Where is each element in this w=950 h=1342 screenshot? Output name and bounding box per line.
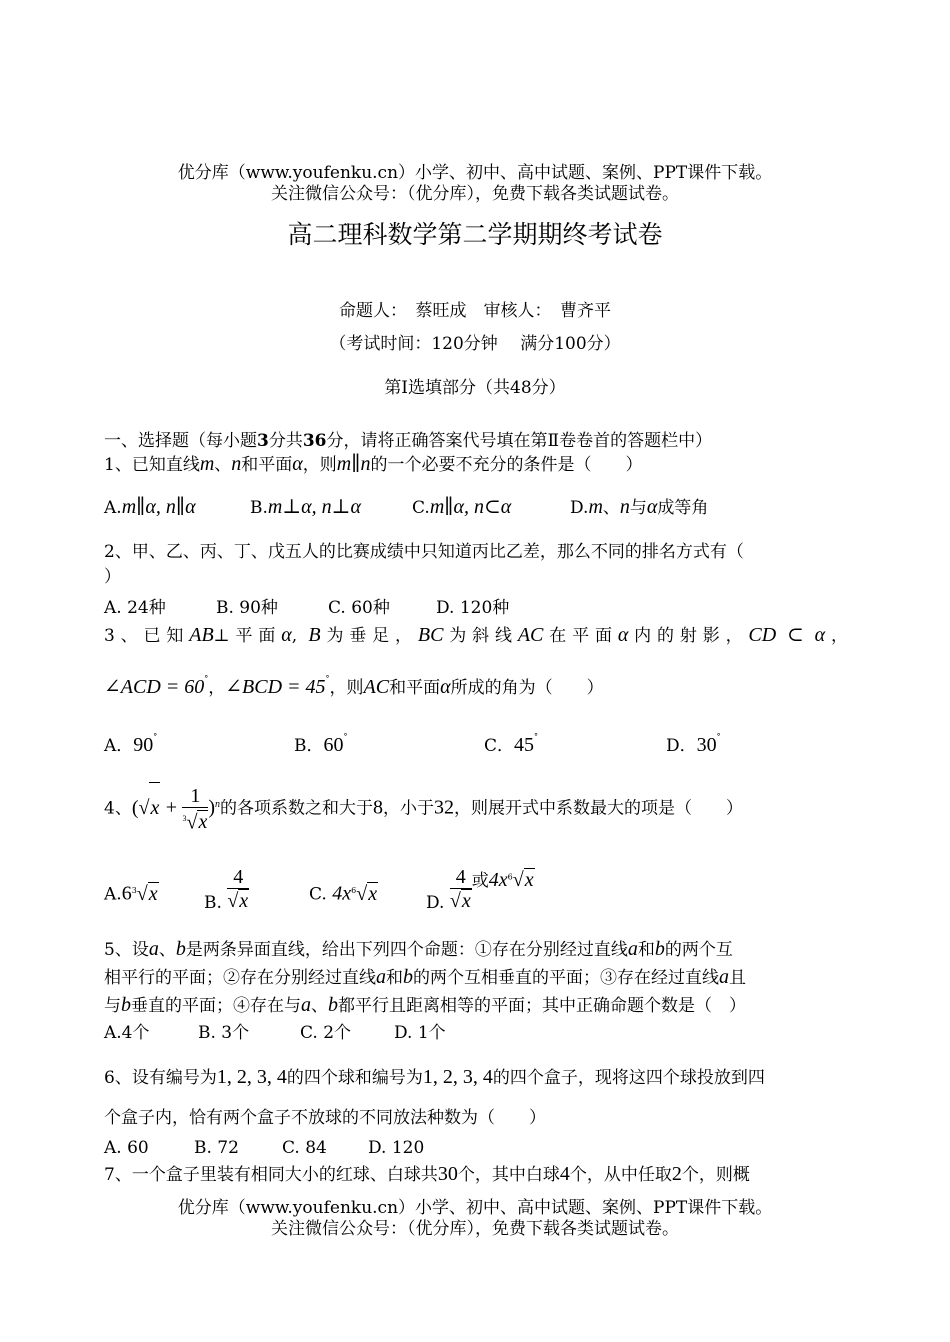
q5-option-b: B. 3个 bbox=[198, 1023, 250, 1043]
q4-option-a: $A.6^3√x$ bbox=[104, 882, 158, 905]
q3-option-b: B．60° bbox=[294, 732, 348, 756]
question-3-line-2: ∠ACD = 60°，∠BCD = 45°，则AC和平面α所成的角为（ ） bbox=[104, 674, 604, 698]
q5-option-c: C. 2个 bbox=[300, 1023, 352, 1043]
footer-line-2: 关注微信公众号：（优分库），免费下载各类试题试卷。 bbox=[271, 1219, 679, 1239]
q2-option-a: A. 24种 bbox=[104, 598, 166, 618]
section-heading: 一、选择题（每小题3分共36分，请将正确答案代号填在第Ⅱ卷卷首的答题栏中） bbox=[104, 431, 713, 451]
q3-option-c: C．45° bbox=[484, 732, 539, 756]
header-line-1: 优分库（www.youfenku.cn）小学、初中、高中试题、案例、PPT课件下载。 bbox=[177, 163, 773, 183]
q4-option-c: C. $4x^6√x$ bbox=[309, 882, 378, 905]
header-line-2: 关注微信公众号：（优分库），免费下载各类试题试卷。 bbox=[271, 184, 679, 204]
page-title: 高二理科数学第二学期期终考试卷 bbox=[287, 220, 663, 249]
q4-option-d: D. $\frac{4}{√x}$ 或$4x^6√x$ bbox=[426, 866, 534, 913]
question-7-line-1: 7、一个盒子里装有相同大小的红球、白球共30个，其中白球4个，从中任取2个，则概 bbox=[104, 1163, 750, 1185]
q6-option-a: A. 60 bbox=[104, 1138, 149, 1158]
question-5-line-3: 与b垂直的平面；④存在与a、b都平行且距离相等的平面；其中正确命题个数是（ ） bbox=[104, 994, 746, 1016]
q2-option-d: D. 120种 bbox=[436, 598, 510, 618]
q1-option-c: C.m∥α, n⊂α bbox=[412, 496, 512, 518]
q3-option-a: A．90° bbox=[104, 732, 158, 756]
q6-option-d: D. 120 bbox=[368, 1138, 425, 1158]
footer-line-1: 优分库（www.youfenku.cn）小学、初中、高中试题、案例、PPT课件下载。 bbox=[177, 1198, 773, 1218]
question-4: 4、(√x + $\frac{1}{^3√x}$ )$^n$的各项系数之和大于8，小于32，则展开式中系数最大的项是（ ） bbox=[104, 780, 743, 830]
q4-option-b: B. $\frac{4}{√x}$ bbox=[204, 866, 249, 913]
question-2-line-1: 2、甲、乙、丙、丁、戊五人的比赛成绩中只知道丙比乙差，那么不同的排名方式有（ bbox=[104, 542, 744, 562]
question-6-line-1: 6、设有编号为1, 2, 3, 4的四个球和编号为1, 2, 3, 4的四个盒子，现将这四个球投放到四 bbox=[104, 1066, 765, 1088]
question-3-line-1: 3、已知AB⊥平面α, B为垂足，BC为斜线AC在平面α内的射影，CD ⊂ α， bbox=[104, 624, 849, 646]
part-title: 第Ⅰ选填部分（共48分） bbox=[384, 378, 566, 398]
q6-option-c: C. 84 bbox=[282, 1138, 327, 1158]
q6-option-b: B. 72 bbox=[194, 1138, 239, 1158]
q1-option-b: B.m⊥α, n⊥α bbox=[250, 496, 361, 518]
question-6-line-2: 个盒子内，恰有两个盒子不放球的不同放法种数为（ ） bbox=[104, 1108, 546, 1128]
exam-info: （考试时间：120分钟 满分100分） bbox=[329, 334, 621, 354]
q5-option-a: A.4个 bbox=[104, 1023, 150, 1043]
q1-option-d: D.m、n与α成等角 bbox=[570, 496, 709, 518]
question-5-line-1: 5、设a、b是两条异面直线，给出下列四个命题：①存在分别经过直线a和b的两个互 bbox=[104, 938, 733, 960]
question-2-line-2: ） bbox=[104, 567, 121, 587]
q1-option-a: A.m∥α, n∥α bbox=[104, 496, 196, 518]
question-4-options bbox=[104, 866, 864, 920]
q5-option-d: D. 1个 bbox=[394, 1023, 446, 1043]
q2-option-b: B. 90种 bbox=[216, 598, 278, 618]
question-5-line-2: 相平行的平面；②存在分别经过直线a和b的两个互相垂直的平面；③存在经过直线a且 bbox=[104, 966, 746, 988]
q3-option-d: D．30° bbox=[666, 732, 721, 756]
authors: 命题人： 蔡旺成 审核人： 曹齐平 bbox=[339, 301, 611, 321]
question-1: 1、已知直线m、n和平面α，则m∥n的一个必要不充分的条件是（ ） bbox=[104, 453, 643, 475]
q2-option-c: C. 60种 bbox=[328, 598, 390, 618]
